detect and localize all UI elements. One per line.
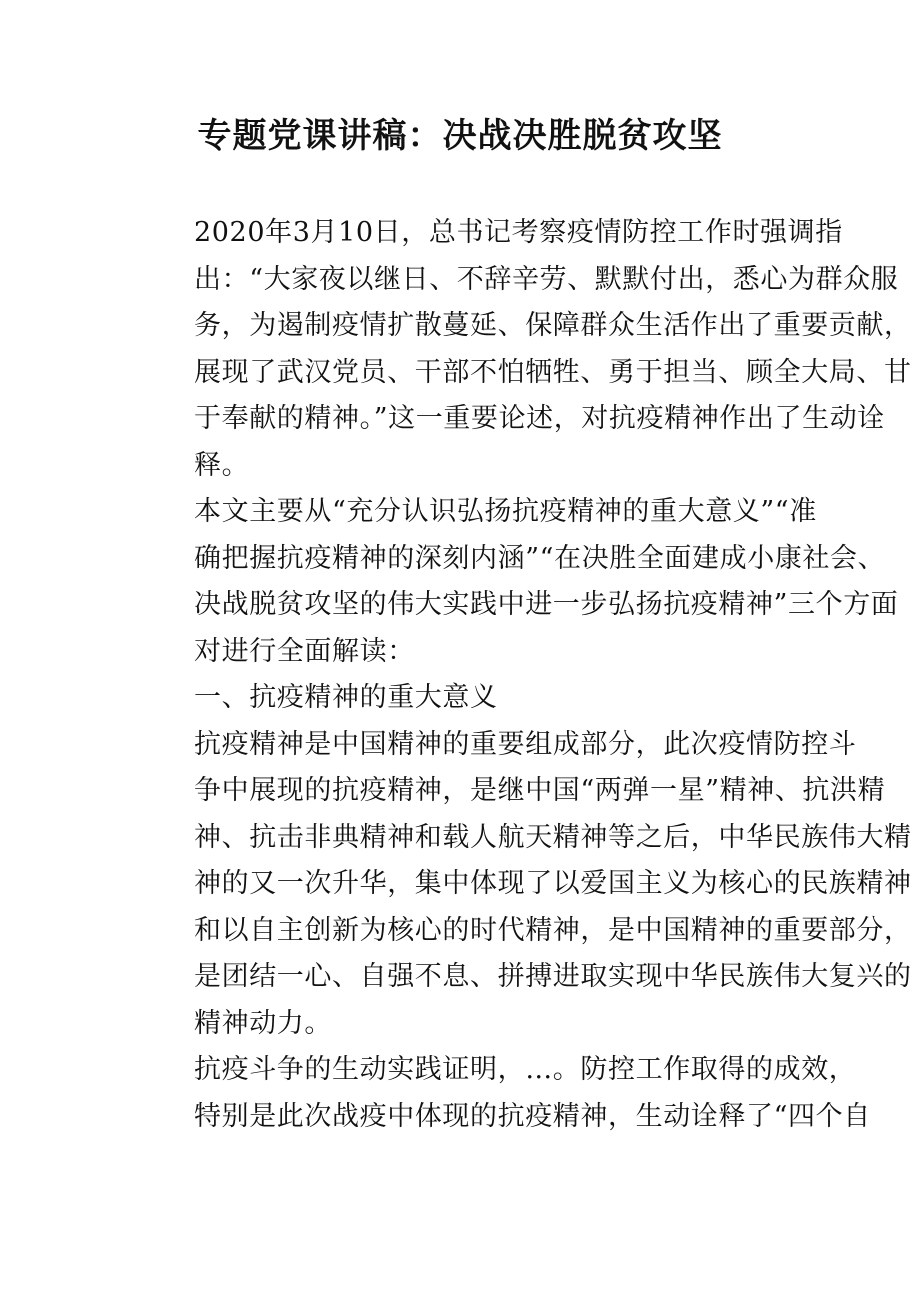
- text-line: 精神动力。: [194, 1007, 332, 1039]
- text-line: 争中展现的抗疫精神，是继中国“两弹一星”精神、抗洪精: [194, 775, 886, 806]
- text-line: 务，为遏制疫情扩散蔓延、保障群众生活作出了重要贡献，: [194, 310, 912, 341]
- text-line: 出：“大家夜以继日、不辞辛劳、默默付出，悉心为群众服: [194, 263, 899, 295]
- text-line: 神、抗击非典精神和载人航天精神等之后，中华民族伟大精: [194, 821, 912, 853]
- text-line: 一、抗疫精神的重大意义: [194, 682, 498, 713]
- text-line: 于奉献的精神。”这一重要论述，对抗疫精神作出了生动诠: [194, 403, 885, 434]
- text-line: 是团结一心、自强不息、拼搏进取实现中华民族伟大复兴的: [194, 961, 912, 992]
- text-line: 释。: [194, 449, 250, 481]
- text-line: 对进行全面解读：: [194, 635, 415, 667]
- document-body: [140, 210, 912, 1140]
- text-line: 本文主要从“充分认识弘扬抗疫精神的重大意义”“准: [194, 496, 817, 527]
- paragraph-2: [140, 489, 899, 675]
- paragraph-3: [140, 722, 912, 1048]
- text-line: 神的又一次升华，集中体现了以爱国主义为核心的民族精神: [194, 868, 912, 899]
- text-line: 抗疫精神是中国精神的重要组成部分，此次疫情防控斗: [194, 728, 857, 760]
- text-line: 确把握抗疫精神的深刻内涵”“在决胜全面建成小康社会、: [194, 542, 886, 574]
- paragraph-4: [140, 1047, 871, 1140]
- text-line: 2020年3月10日，总书记考察疫情防控工作时强调指: [194, 217, 843, 248]
- text-line: 展现了武汉党员、干部不怕牺牲、勇于担当、顾全大局、甘: [194, 356, 912, 388]
- section-heading-1: [140, 675, 785, 722]
- text-line: 决战脱贫攻坚的伟大实践中进一步弘扬抗疫精神”三个方面: [194, 589, 899, 620]
- text-line: 特别是此次战疫中体现的抗疫精神，生动诠释了“四个自: [194, 1100, 871, 1132]
- text-line: 抗疫斗争的生动实践证明，…。防控工作取得的成效，: [194, 1054, 857, 1085]
- document-title: 专题党课讲稿：决战决胜脱贫攻坚: [197, 116, 723, 156]
- paragraph-1: [140, 210, 912, 489]
- text-line: 和以自主创新为核心的时代精神，是中国精神的重要部分，: [194, 914, 912, 946]
